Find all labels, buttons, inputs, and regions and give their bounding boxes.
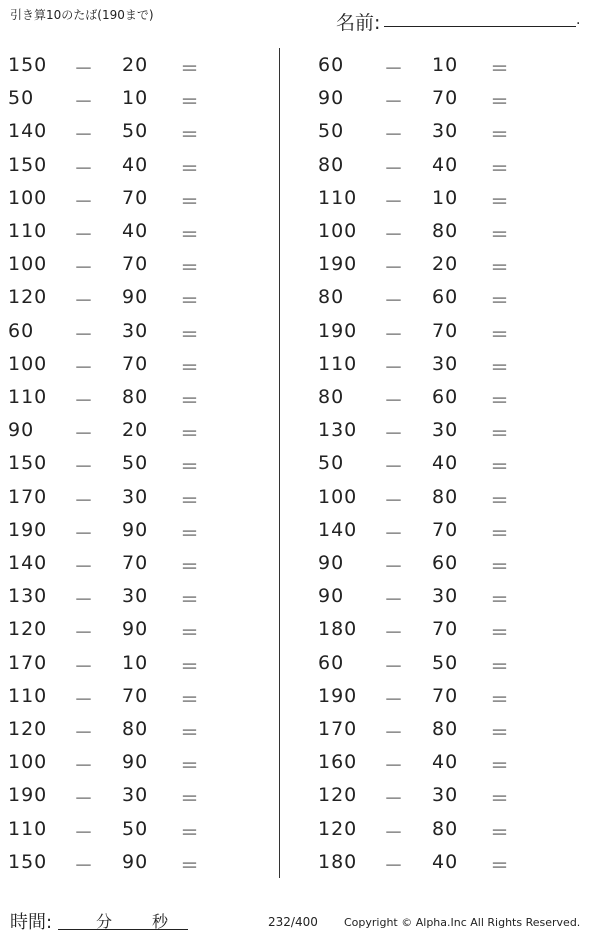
subtrahend: 20 [122,419,149,442]
equals-sign: ＝ [180,722,201,744]
minuend: 80 [318,153,345,176]
problem-row [0,513,260,546]
problem-row [0,845,260,878]
subtrahend: 70 [432,319,459,342]
minuend: 90 [318,585,345,608]
subtrahend: 70 [122,552,149,574]
equals-sign: ＝ [490,290,511,313]
problem-row [310,646,570,679]
subtrahend: 30 [432,419,459,442]
subtrahend: 40 [122,153,149,176]
problem-row [310,679,570,712]
subtrahend: 80 [122,718,149,740]
equals-sign: ＝ [490,456,511,479]
minus-sign: － [74,722,95,744]
problem-row [310,446,570,479]
minuend: 110 [318,352,358,375]
subtrahend: 90 [122,518,149,541]
problem-row [0,114,260,147]
subtrahend: 10 [122,87,149,110]
subtrahend: 10 [122,651,149,674]
minus-sign: － [74,821,95,844]
subtrahend: 60 [432,386,459,408]
subtrahend: 80 [432,220,459,242]
problem-row [310,214,570,247]
minus-sign: － [384,854,405,877]
minus-sign: － [74,224,95,246]
minus-sign: － [384,456,405,479]
minuend: 180 [318,618,358,641]
minus-sign: － [74,655,95,678]
problem-row [310,413,570,446]
minuend: 190 [318,319,358,342]
minuend: 140 [318,518,358,541]
problem-row [0,646,260,679]
equals-sign: ＝ [180,655,201,678]
minuend: 120 [318,784,358,807]
equals-sign: ＝ [180,788,201,811]
subtrahend: 40 [432,452,459,475]
equals-sign: ＝ [490,157,511,180]
minuend: 90 [318,552,345,574]
equals-sign: ＝ [180,755,201,778]
minus-sign: － [384,91,405,114]
minus-sign: － [74,124,95,147]
minuend: 100 [8,253,48,276]
subtrahend: 30 [432,784,459,807]
minus-sign: － [384,821,405,844]
problem-row [310,480,570,513]
equals-sign: ＝ [490,323,511,346]
minus-sign: － [74,489,95,512]
equals-sign: ＝ [490,589,511,612]
minus-sign: － [384,722,405,744]
minus-sign: － [74,390,95,412]
name-label: 名前: [336,12,381,34]
minuend: 100 [318,485,358,508]
minus-sign: － [384,788,405,811]
minus-sign: － [384,157,405,180]
problem-row [0,214,260,247]
subtrahend: 70 [432,518,459,541]
subtrahend: 80 [432,718,459,740]
equals-sign: ＝ [180,91,201,114]
equals-sign: ＝ [490,190,511,213]
minuend: 60 [318,54,345,76]
minus-sign: － [74,91,95,114]
page-number: 232/400 [268,915,318,929]
minus-sign: － [384,522,405,545]
subtrahend: 50 [122,817,149,840]
subtrahend: 30 [122,784,149,807]
minuend: 110 [8,386,48,408]
minus-sign: － [74,257,95,280]
minus-sign: － [384,390,405,412]
minuend: 120 [318,817,358,840]
minuend: 150 [8,153,48,176]
subtrahend: 30 [432,120,459,143]
minuend: 170 [318,718,358,740]
minuend: 170 [8,485,48,508]
minus-sign: － [384,622,405,645]
minuend: 100 [8,751,48,774]
name-end-mark: . [576,12,581,28]
problem-row [0,745,260,778]
equals-sign: ＝ [180,224,201,246]
equals-sign: ＝ [490,755,511,778]
equals-sign: ＝ [180,622,201,645]
equals-sign: ＝ [490,788,511,811]
problem-row [0,480,260,513]
subtrahend: 90 [122,850,149,873]
minuend: 190 [318,253,358,276]
minus-sign: － [384,58,405,80]
minuend: 170 [8,651,48,674]
subtrahend: 30 [122,319,149,342]
subtrahend: 30 [122,585,149,608]
subtrahend: 10 [432,186,459,209]
subtrahend: 50 [122,120,149,143]
problem-row [310,114,570,147]
equals-sign: ＝ [490,821,511,844]
minus-sign: － [384,290,405,313]
minus-sign: － [384,556,405,578]
subtrahend: 70 [122,684,149,707]
equals-sign: ＝ [180,390,201,412]
problem-row [0,812,260,845]
problem-row [0,446,260,479]
equals-sign: ＝ [490,390,511,412]
minus-sign: － [384,257,405,280]
minus-sign: － [74,456,95,479]
seconds-label: 秒 [152,912,169,931]
subtrahend: 50 [432,651,459,674]
minus-sign: － [74,854,95,877]
minus-sign: － [384,356,405,379]
equals-sign: ＝ [490,854,511,877]
problem-row [310,579,570,612]
minuend: 90 [318,87,345,110]
equals-sign: ＝ [180,58,201,80]
problem-row [0,712,260,745]
subtrahend: 70 [122,253,149,276]
equals-sign: ＝ [490,522,511,545]
problem-row [310,280,570,313]
minus-sign: － [74,290,95,313]
name-field-line[interactable] [384,26,576,27]
equals-sign: ＝ [490,489,511,512]
minuend: 100 [8,352,48,375]
minuend: 130 [318,419,358,442]
subtrahend: 80 [432,817,459,840]
minus-sign: － [74,589,95,612]
subtrahend: 40 [432,850,459,873]
minuend: 140 [8,120,48,143]
equals-sign: ＝ [180,356,201,379]
minuend: 160 [318,751,358,774]
problem-row [0,579,260,612]
minus-sign: － [74,788,95,811]
subtrahend: 40 [122,220,149,242]
copyright-notice: Copyright © Alpha.Inc All Rights Reserved. [344,916,581,929]
minuend: 190 [8,518,48,541]
equals-sign: ＝ [180,589,201,612]
subtrahend: 70 [432,684,459,707]
minus-sign: － [74,190,95,213]
minus-sign: － [384,224,405,246]
problem-row [310,48,570,81]
problem-row [310,81,570,114]
minuend: 110 [8,684,48,707]
problem-row [0,778,260,811]
minuend: 120 [8,718,48,740]
minus-sign: － [384,489,405,512]
problem-row [0,48,260,81]
minus-sign: － [384,688,405,711]
subtrahend: 90 [122,618,149,641]
minuend: 140 [8,552,48,574]
minus-sign: － [74,157,95,180]
subtrahend: 70 [432,87,459,110]
subtrahend: 10 [432,54,459,76]
equals-sign: ＝ [180,821,201,844]
subtrahend: 40 [432,751,459,774]
subtrahend: 70 [122,186,149,209]
equals-sign: ＝ [180,423,201,446]
equals-sign: ＝ [180,257,201,280]
minus-sign: － [74,622,95,645]
subtrahend: 70 [122,352,149,375]
problem-row [310,712,570,745]
minus-sign: － [384,190,405,213]
time-label: 時間: [10,912,53,933]
problem-row [0,81,260,114]
problem-row [0,148,260,181]
minus-sign: － [384,423,405,446]
problem-row [0,347,260,380]
problem-row [310,546,570,579]
equals-sign: ＝ [180,522,201,545]
minus-sign: － [384,655,405,678]
problem-row [0,314,260,347]
subtrahend: 90 [122,751,149,774]
problem-row [310,181,570,214]
problem-row [0,612,260,645]
problem-row [310,380,570,413]
problem-row [310,148,570,181]
minuend: 190 [8,784,48,807]
subtrahend: 40 [432,153,459,176]
problem-row [0,413,260,446]
subtrahend: 60 [432,286,459,309]
minus-sign: － [74,688,95,711]
subtrahend: 30 [432,352,459,375]
subtrahend: 30 [432,585,459,608]
equals-sign: ＝ [490,356,511,379]
equals-sign: ＝ [490,722,511,744]
subtrahend: 50 [122,452,149,475]
minus-sign: － [74,755,95,778]
minuend: 50 [318,452,345,475]
subtrahend: 20 [122,54,149,76]
equals-sign: ＝ [490,257,511,280]
equals-sign: ＝ [490,124,511,147]
problem-row [310,745,570,778]
problem-row [310,314,570,347]
problem-row [0,679,260,712]
equals-sign: ＝ [180,456,201,479]
minuend: 150 [8,850,48,873]
problem-row [0,380,260,413]
minutes-label: 分 [96,912,113,931]
minus-sign: － [74,423,95,446]
minuend: 60 [318,651,345,674]
problem-row [0,546,260,579]
equals-sign: ＝ [180,290,201,313]
problem-row [310,812,570,845]
minuend: 100 [318,220,358,242]
equals-sign: ＝ [490,91,511,114]
problem-row [0,247,260,280]
minuend: 100 [8,186,48,209]
minuend: 110 [318,186,358,209]
minuend: 60 [8,319,35,342]
minus-sign: － [74,522,95,545]
minuend: 130 [8,585,48,608]
equals-sign: ＝ [180,157,201,180]
equals-sign: ＝ [180,124,201,147]
minuend: 190 [318,684,358,707]
subtrahend: 20 [432,253,459,276]
subtrahend: 70 [432,618,459,641]
problem-row [310,247,570,280]
equals-sign: ＝ [490,622,511,645]
problem-row [310,612,570,645]
problem-row [310,513,570,546]
subtrahend: 80 [122,386,149,408]
time-field-line[interactable] [58,929,188,930]
minuend: 120 [8,618,48,641]
problem-row [310,778,570,811]
minuend: 50 [318,120,345,143]
minuend: 80 [318,286,345,309]
minus-sign: － [384,323,405,346]
minus-sign: － [74,58,95,80]
equals-sign: ＝ [490,224,511,246]
minus-sign: － [74,556,95,578]
problem-row [310,845,570,878]
equals-sign: ＝ [490,423,511,446]
minuend: 90 [8,419,35,442]
subtrahend: 80 [432,485,459,508]
equals-sign: ＝ [180,688,201,711]
equals-sign: ＝ [180,323,201,346]
minus-sign: － [384,755,405,778]
minus-sign: － [74,323,95,346]
equals-sign: ＝ [180,489,201,512]
minuend: 150 [8,54,48,76]
problem-row [0,181,260,214]
equals-sign: ＝ [180,556,201,578]
equals-sign: ＝ [180,854,201,877]
problem-row [310,347,570,380]
subtrahend: 90 [122,286,149,309]
equals-sign: ＝ [180,190,201,213]
minuend: 180 [318,850,358,873]
equals-sign: ＝ [490,556,511,578]
subtrahend: 60 [432,552,459,574]
subtrahend: 30 [122,485,149,508]
worksheet-title: 引き算10のたば(190まで) [10,8,154,22]
problem-row [0,280,260,313]
minus-sign: － [74,356,95,379]
equals-sign: ＝ [490,655,511,678]
minuend: 110 [8,817,48,840]
equals-sign: ＝ [490,58,511,80]
minuend: 80 [318,386,345,408]
minus-sign: － [384,124,405,147]
minuend: 150 [8,452,48,475]
minuend: 120 [8,286,48,309]
minus-sign: － [384,589,405,612]
column-divider [279,48,280,878]
minuend: 110 [8,220,48,242]
minuend: 50 [8,87,35,110]
equals-sign: ＝ [490,688,511,711]
